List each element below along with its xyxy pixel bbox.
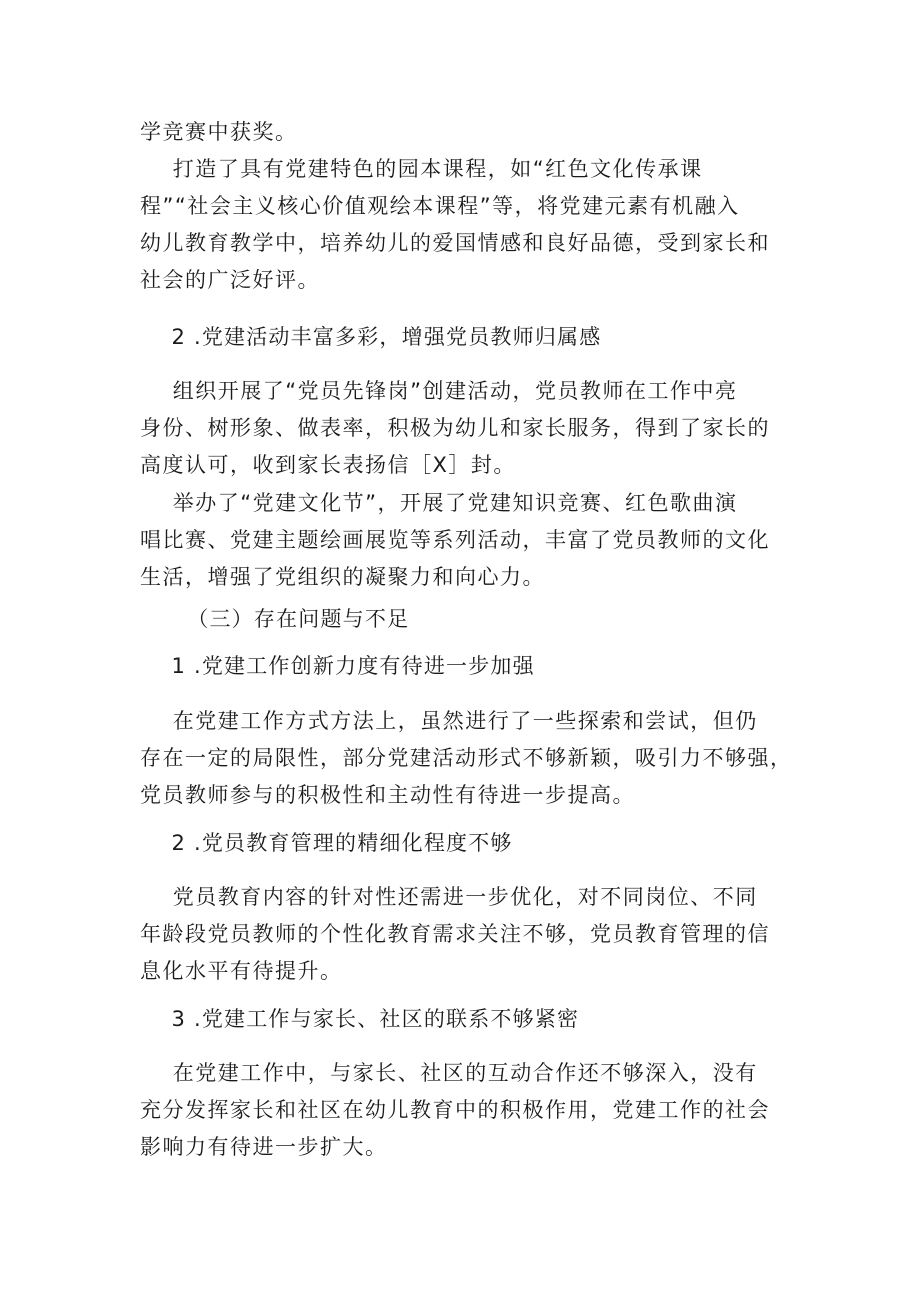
- text-line: 党员教育内容的针对性还需进一步优化，对不同岗位、不同: [140, 885, 758, 909]
- section-heading-2-activities: [140, 319, 800, 356]
- paragraph-innovation: [140, 703, 800, 814]
- paragraph-curriculum: [140, 151, 800, 299]
- text-line: 程”“社会主义核心价值观绘本课程”等，将党建元素有机融入: [140, 194, 740, 218]
- text-line: 1 .党建工作创新力度有待进一步加强: [140, 654, 535, 678]
- text-line: 3 .党建工作与家长、社区的联系不够紧密: [140, 1007, 580, 1031]
- text-line: 影响力有待进一步扩大。: [140, 1135, 388, 1159]
- text-line: 学竞赛中获奖。: [140, 120, 298, 144]
- section-heading-2-education: [140, 825, 800, 862]
- text-line: （三）存在问题与不足: [140, 607, 410, 631]
- text-line: 在党建工作方式方法上，虽然进行了一些探索和尝试，但仍: [140, 709, 758, 733]
- section-heading-1-innovation: [140, 648, 800, 685]
- text-line: 举办了“党建文化节”，开展了党建知识竞赛、红色歌曲演: [140, 491, 738, 515]
- paragraph-award: [140, 114, 800, 151]
- text-line: 社会的广泛好评。: [140, 268, 320, 292]
- text-line: 在党建工作中，与家长、社区的互动合作还不够深入，没有: [140, 1061, 758, 1085]
- section-heading-3-community: [140, 1001, 800, 1038]
- text-line: 存在一定的局限性，部分党建活动形式不够新颖，吸引力不够强，: [140, 746, 793, 770]
- paragraph-culture-festival: [140, 485, 800, 596]
- paragraph-community: [140, 1055, 800, 1166]
- text-line: 身份、树形象、做表率，积极为幼儿和家长服务，得到了家长的: [140, 416, 770, 440]
- text-line: 充分发挥家长和社区在幼儿教育中的积极作用，党建工作的社会: [140, 1098, 770, 1122]
- text-line: 高度认可，收到家长表扬信［X］封。: [140, 453, 516, 477]
- text-line: 党员教师参与的积极性和主动性有待进一步提高。: [140, 783, 635, 807]
- text-line: 生活，增强了党组织的凝聚力和向心力。: [140, 565, 545, 589]
- text-line: 唱比赛、党建主题绘画展览等系列活动，丰富了党员教师的文化: [140, 528, 770, 552]
- paragraph-pioneer-post: [140, 373, 800, 484]
- text-line: 息化水平有待提升。: [140, 959, 343, 983]
- paragraph-education: [140, 879, 800, 990]
- section-heading-problems: [140, 601, 800, 638]
- text-line: 组织开展了“党员先锋岗”创建活动，党员教师在工作中亮: [140, 379, 738, 403]
- text-line: 2 .党建活动丰富多彩，增强党员教师归属感: [140, 325, 602, 349]
- text-line: 打造了具有党建特色的园本课程，如“红色文化传承课: [140, 157, 703, 181]
- text-line: 年龄段党员教师的个性化教育需求关注不够，党员教育管理的信: [140, 922, 770, 946]
- text-line: 2 .党员教育管理的精细化程度不够: [140, 831, 513, 855]
- text-line: 幼儿教育教学中，培养幼儿的爱国情感和良好品德，受到家长和: [140, 231, 770, 255]
